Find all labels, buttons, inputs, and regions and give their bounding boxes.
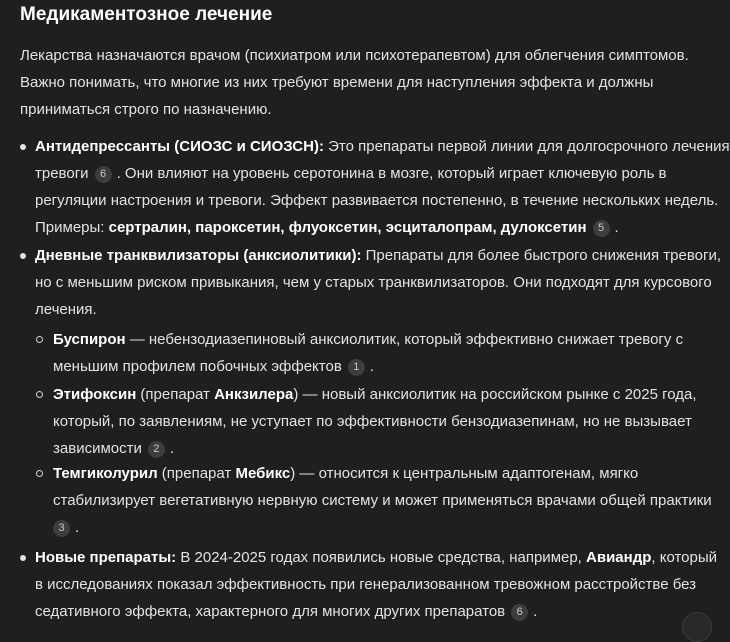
- list-item-text: [53, 460, 712, 541]
- text-line: Антидепрессанты (СИОЗС и СИОЗСН): Это препараты первой линии для долгосрочного лечения: [35, 138, 730, 155]
- item-title: Этифоксин: [53, 386, 137, 403]
- list-item-text: [35, 242, 721, 323]
- list-item-text: [35, 133, 730, 241]
- citation-badge[interactable]: 1: [348, 359, 365, 376]
- text-line: Этифоксин (препарат Анкзилера) — новый анксиолитик на российском рынке с 2025 года,: [53, 386, 697, 403]
- text-line: Буспирон — небензодиазепиновый анксиолитик, который эффективно снижает тревогу с: [53, 331, 684, 348]
- text-line: зависимости 2 .: [53, 440, 175, 457]
- bullet-circle: [36, 336, 43, 343]
- text-line: но с меньшим риском привыкания, чем у старых транквилизаторов. Они подходят для курсового: [35, 274, 712, 291]
- item-title: Темгиколурил: [53, 465, 158, 482]
- text-line: Примеры: сертралин, пароксетин, флуоксетин, эсциталопрам, дулоксетин 5 .: [35, 219, 619, 236]
- text-line: в исследованиях показал эффективность при генерализованном тревожном расстройстве без: [35, 576, 697, 593]
- citation-badge[interactable]: 5: [593, 220, 610, 237]
- drug-examples: сертралин, пароксетин, флуоксетин, эсциталопрам, дулоксетин: [108, 219, 587, 236]
- bullet-circle: [36, 391, 43, 398]
- text-line: который, по заявлениям, не уступает по эффективности бензодиазепинам, но не вызывает: [53, 413, 692, 430]
- text-line: тревоги 6 . Они влияют на уровень серотонина в мозге, который играет ключевую роль в: [35, 165, 667, 182]
- item-title: Буспирон: [53, 331, 126, 348]
- citation-badge[interactable]: 6: [511, 604, 528, 621]
- list-item-text: [53, 381, 697, 462]
- citation-badge[interactable]: 3: [53, 520, 70, 537]
- scroll-button[interactable]: [682, 612, 712, 642]
- text-line: Дневные транквилизаторы (анксиолитики): Препараты для более быстрого снижения тревоги,: [35, 247, 722, 264]
- list-item-text: [53, 326, 683, 380]
- text-line: регуляции настроения и тревоги. Эффект развивается постепенно, в течение нескольких недель.: [35, 192, 719, 209]
- citation-badge[interactable]: 2: [148, 441, 165, 458]
- bullet-dot: [20, 253, 26, 259]
- text-line: стабилизирует вегетативную нервную систему и может применяться врачами общей практики: [53, 492, 712, 509]
- intro-line: Важно понимать, что многие из них требуют времени для наступления эффекта и должны: [20, 74, 654, 91]
- intro-line: приниматься строго по назначению.: [20, 101, 272, 118]
- item-title: Антидепрессанты (СИОЗС и СИОЗСН):: [35, 138, 324, 155]
- item-title: Новые препараты:: [35, 549, 177, 566]
- text-line: лечения.: [35, 301, 97, 318]
- section-heading: Медикаментозное лечение: [20, 4, 273, 25]
- intro-paragraph: [20, 42, 700, 123]
- text-line: седативного эффекта, характерного для многих других препаратов 6 .: [35, 603, 538, 620]
- citation-badge[interactable]: 6: [95, 166, 112, 183]
- text-line: меньшим профилем побочных эффектов 1 .: [53, 358, 374, 375]
- list-item-text: [35, 544, 717, 625]
- text-line: Темгиколурил (препарат Мебикс) — относится к центральным адаптогенам, мягко: [53, 465, 639, 482]
- bullet-circle: [36, 470, 43, 477]
- item-title: Дневные транквилизаторы (анксиолитики):: [35, 247, 362, 264]
- text-line: Новые препараты: В 2024-2025 годах появились новые средства, например, Авиандр, который: [35, 549, 718, 566]
- intro-line: Лекарства назначаются врачом (психиатром или психотерапевтом) для облегчения симптомов.: [20, 47, 689, 64]
- bullet-dot: [20, 555, 26, 561]
- text-line: 3 .: [53, 514, 712, 541]
- bullet-dot: [20, 144, 26, 150]
